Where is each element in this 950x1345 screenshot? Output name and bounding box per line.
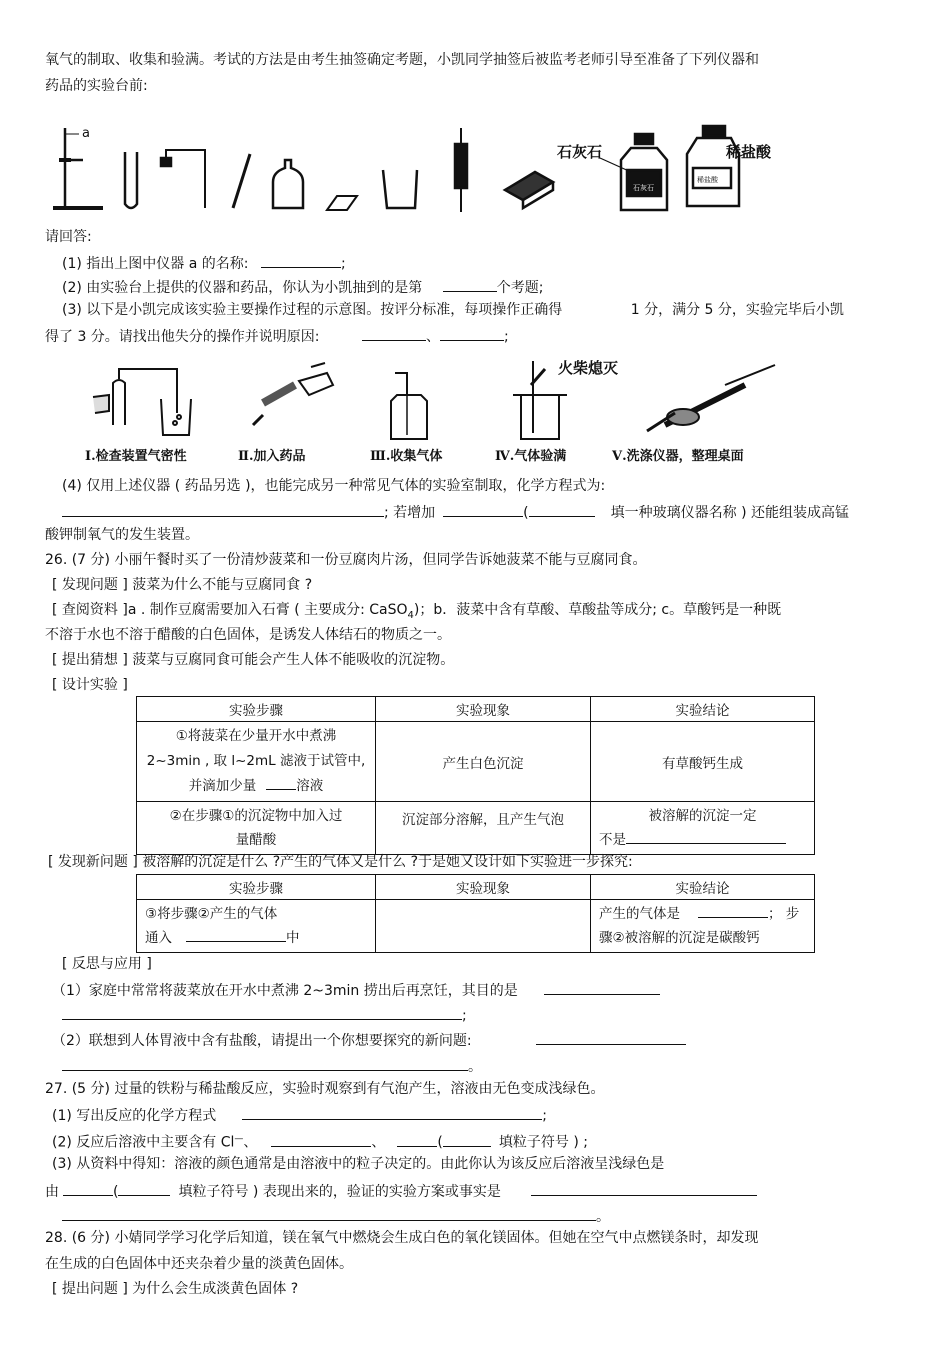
q27-part2 [52,1130,588,1152]
table-cell: 有草酸钙生成 [591,722,815,802]
answer-blank[interactable] [443,1132,491,1147]
q27-paren: ( [437,1134,443,1151]
q25-p1-text: (1) 指出上图中仪器 a 的名称: [62,256,249,272]
answer-blank[interactable] [62,1056,468,1071]
q26-find-problem: [ 发现问题 ] 菠菜为什么不能与豆腐同食 ? [52,577,313,593]
label-acid: 稀盐酸 [726,143,772,161]
caption-step-4: Ⅳ.气体验满 [495,449,567,464]
reflect-end: ; [462,1008,467,1024]
q25-p4-text-b: ; 若增加 [384,505,436,521]
intro-line-1: 氧气的制取、收集和验满。考试的方法是由考生抽签确定考题，小凯同学抽签后被监考老师引导至准备了下列仪器和 [45,52,759,68]
answer-blank[interactable] [271,1132,371,1147]
q26-reflect-2-line2 [62,1056,482,1076]
q27-sep: 、 [371,1134,386,1151]
glass-rod-icon [233,154,250,208]
answer-blank[interactable] [62,1005,462,1020]
q28-find-problem: [ 提出问题 ] 为什么会生成淡黄色固体 ? [52,1281,299,1297]
answer-blank[interactable] [529,502,595,517]
q27-end: 。 [596,1209,610,1225]
table-cell-empty[interactable] [376,900,591,953]
step-text: 2~3min , 取 l~2mL 滤液于试管中, [146,753,366,769]
q27-end: ; [542,1108,547,1124]
q27-part3-line3 [62,1206,610,1226]
answer-blank[interactable] [62,1206,596,1221]
reflect-end: 。 [468,1059,482,1075]
q25-p3-text: (3) 以下是小凯完成该实验主要操作过程的示意图。按评分标准，每项操作正确得 [62,302,563,318]
answer-blank[interactable] [544,980,660,995]
glass-plate-icon [327,196,357,210]
q25-p4-text-d: 填一种玻璃仪器名称 ) 还能组装成高锰 [610,505,850,521]
wash-instrument-icon [647,365,775,431]
answer-blank[interactable] [531,1181,757,1196]
table-cell [137,900,376,953]
q25-p3-sep: 、 [425,329,440,345]
table-header: 实验结论 [591,875,815,900]
label-a: a [82,126,90,141]
airtight-check-icon [93,369,191,435]
caption-step-2: Ⅱ.加入药品 [238,449,306,464]
answer-blank[interactable] [626,829,786,844]
answer-blank[interactable] [242,1105,542,1120]
q25-p4-paren: ( [523,505,529,521]
step-text: 量醋酸 [235,832,277,848]
q25-part3-line2 [45,326,509,346]
answer-blank[interactable] [443,502,523,517]
q25-p1-end: ; [340,256,346,272]
q27-text: 填粒子符号 ) 表现出来的，验证的实验方案或事实是 [178,1184,501,1200]
matchbox-icon [505,172,553,208]
bottle-label-acid: 稀盐酸 [697,176,718,184]
conclusion-text: 骤②被溶解的沉淀是碳酸钙 [599,930,760,946]
caption-step-1: Ⅰ.检查装置气密性 [85,449,187,464]
procedure-figure [85,355,785,443]
add-reagent-icon [253,363,333,425]
fire-out-label: 火柴熄灭 [558,359,619,377]
answer-blank[interactable] [698,903,768,918]
q25-p4-text-e: 酸钾制氧气的发生装置。 [45,527,199,543]
q25-p3-text-c: 得了 3 分。请找出他失分的操作并说明原因: [45,329,320,345]
experiment-table-2 [136,874,815,953]
experiment-table-1 [136,696,815,855]
delivery-tube-icon [161,150,205,208]
caption-step-5: Ⅴ.洗涤仪器，整理桌面 [612,449,744,464]
answer-blank[interactable] [362,326,426,341]
answer-blank[interactable] [62,502,384,517]
q26-reflect-1-line2 [62,1005,467,1025]
answer-blank[interactable] [186,927,286,942]
answer-blank[interactable] [261,253,341,268]
q26-hypothesis: [ 提出猜想 ] 菠菜与豆腐同食可能会产生人体不能吸收的沉淀物。 [52,652,455,668]
q27-part3-line2 [45,1181,757,1201]
q25-part1 [62,253,346,273]
q28-line2: 在生成的白色固体中还夹杂着少量的淡黄色固体。 [45,1256,353,1272]
q25-prompt: 请回答: [45,229,92,245]
answer-blank[interactable] [397,1132,437,1147]
iron-stand-icon [53,128,103,208]
q25-part4-line2 [62,502,849,522]
q25-part3 [62,301,844,319]
step-text: 中 [286,930,300,946]
conclusion-text: ； 步 [768,906,800,922]
caption-step-3: Ⅲ.收集气体 [370,449,443,464]
q26-ref-sub: 4 [407,609,414,621]
table-cell [137,802,376,855]
q25-p3-end: ; [503,329,509,345]
step-text: ①将菠菜在少量开水中煮沸 [175,728,337,744]
step-text: ②在步骤①的沉淀物中加入过 [169,808,343,824]
step-text: ③将步骤②产生的气体 [145,906,278,922]
answer-blank[interactable] [443,277,497,292]
q26-ref-b: )；b．菠菜中含有草酸、草酸盐等成分; c。草酸钙是一种既 [413,602,782,618]
q25-part2 [62,277,543,297]
table-cell [591,802,815,855]
q25-p2-end: 个考题; [496,280,544,296]
reflect-text: （2）联想到人体胃液中含有盐酸，请提出一个你想要探究的新问题: [52,1033,472,1049]
q26-ref-a: [ 查阅资料 ]a . 制作豆腐需要加入石膏 ( 主要成分: CaSO [52,602,408,618]
q28-heading: 28. (6 分) 小婧同学学习化学后知道，镁在氧气中燃烧会生成白色的氧化镁固体。但她在空气中点燃镁条时，却发现 [45,1230,759,1246]
q25-p3-text-b: 1 分，满分 5 分，实验完毕后小凯 [630,302,844,318]
q25-p4-text: (4) 仅用上述仪器 ( 药品另选 )，也能完成另一种常见气体的实验室制取，化学方程式为: [62,478,606,494]
step-text: 通入 [145,930,172,946]
table-cell [137,722,376,802]
answer-blank[interactable] [266,775,296,790]
label-limestone: 石灰石 [557,143,603,161]
test-tube-brush-icon [455,128,467,212]
table-header: 实验步骤 [137,697,376,722]
table-header: 实验现象 [376,697,591,722]
answer-blank[interactable] [536,1030,686,1045]
table-cell: 沉淀部分溶解，且产生气泡 [376,802,591,855]
q27-text: (1) 写出反应的化学方程式 [52,1108,217,1124]
table-cell [591,900,815,953]
q27-sup: — [234,1134,244,1144]
q27-part1 [52,1105,547,1125]
q26-design: [ 设计实验 ] [52,677,128,693]
q27-heading: 27. (5 分) 过量的铁粉与稀盐酸反应，实验时观察到有气泡产生，溶液由无色变成浅绿色。 [45,1081,605,1097]
answer-blank[interactable] [118,1181,170,1196]
bottle-label-limestone: 石灰石 [633,184,654,192]
beaker-icon [383,170,417,208]
table-header: 实验现象 [376,875,591,900]
acid-bottle-icon [687,126,739,206]
q27-text: 填粒子符号 ) ; [498,1134,588,1151]
q27-text: 由 [45,1184,59,1200]
conclusion-text: 被溶解的沉淀一定 [648,808,757,824]
limestone-bottle-icon [621,134,667,210]
q27-part3: (3) 从资料中得知：溶液的颜色通常是由溶液中的粒子决定的。由此你认为该反应后溶液呈浅绿色是 [52,1156,665,1172]
conclusion-text: 产生的气体是 [599,906,680,922]
apparatus-figure [45,120,805,220]
table-header: 实验步骤 [137,875,376,900]
step-text-line3 [145,774,367,799]
q26-reference-line1 [52,601,781,625]
q26-reference-line2: 不溶于水也不溶于醋酸的白色固体，是诱发人体结石的物质之一。 [45,627,451,643]
q26-reflect-2 [52,1030,686,1050]
table-header: 实验结论 [591,697,815,722]
q27-paren: ( [113,1184,119,1200]
conclusion-text: 不是 [599,832,626,848]
q26-new-question: [ 发现新问题 ] 被溶解的沉淀是什么 ?产生的气体又是什么 ?于是她又设计如下实验进一步探究: [48,854,633,870]
q27-sep: 、 [243,1134,258,1151]
intro-line-2: 药品的实验台前: [45,78,148,94]
table-cell: 产生白色沉淀 [376,722,591,802]
q26-reflect-1 [52,980,660,1000]
q26-reflect: [ 反思与应用 ] [62,956,152,972]
step-text: 并滴加少量 [188,778,257,794]
test-tube-icon [125,152,137,208]
answer-blank[interactable] [440,326,504,341]
reflect-text: （1）家庭中常常将菠菜放在开水中煮沸 2~3min 捞出后再烹饪，其目的是 [52,983,518,999]
q25-p2-text: (2) 由实验台上提供的仪器和药品，你认为小凯抽到的是第 [62,280,423,296]
q27-text: (2) 反应后溶液中主要含有 Cl [52,1134,235,1151]
step-text: 溶液 [296,778,324,794]
gas-jar-icon [273,160,303,208]
answer-blank[interactable] [63,1181,113,1196]
q26-heading: 26. (7 分) 小丽午餐时买了一份清炒菠菜和一份豆腐肉片汤，但同学告诉她菠菜不能与豆腐同食。 [45,552,647,568]
collect-gas-icon [391,373,427,439]
